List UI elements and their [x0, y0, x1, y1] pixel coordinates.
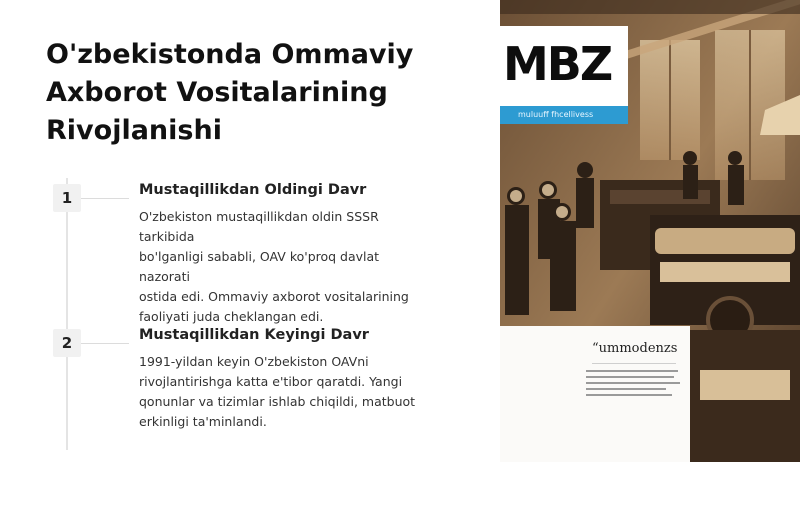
step-2-connector — [81, 343, 129, 344]
magazine-strip: muluuff fhcellivess — [500, 106, 628, 124]
step-1-connector — [81, 198, 129, 199]
step-2-badge: 2 — [53, 329, 81, 357]
step-2-heading: Mustaqillikdan Keyingi Davr — [139, 327, 369, 343]
step-1-badge: 1 — [53, 184, 81, 212]
magazine-text-lines — [586, 370, 682, 400]
timeline-line — [66, 178, 68, 450]
step-1-body: O'zbekiston mustaqillikdan oldin SSSR tarkibida bo'lganligi sababli, OAV ko'proq davlat nazorati ostida edi. Ommaviy axborot vositalarining faoliyati juda cheklangan edi. — [139, 209, 409, 324]
magazine-rule — [592, 363, 676, 364]
page-title: O'zbekistonda Ommaviy Axborot Vositalarining Rivojlanishi — [46, 39, 414, 146]
magazine-logo: MBZ — [503, 37, 612, 91]
step-1-heading: Mustaqillikdan Oldingi Davr — [139, 182, 367, 198]
step-2-body: 1991-yildan keyin O'zbekiston OAVni rivojlantirishga katta e'tibor qaratdi. Yangi qonunlar va tizimlar ishlab chiqildi, matbuot erkinligi ta'minlandi. — [139, 354, 416, 429]
magazine-quote: “ummodenzs — [592, 341, 678, 356]
